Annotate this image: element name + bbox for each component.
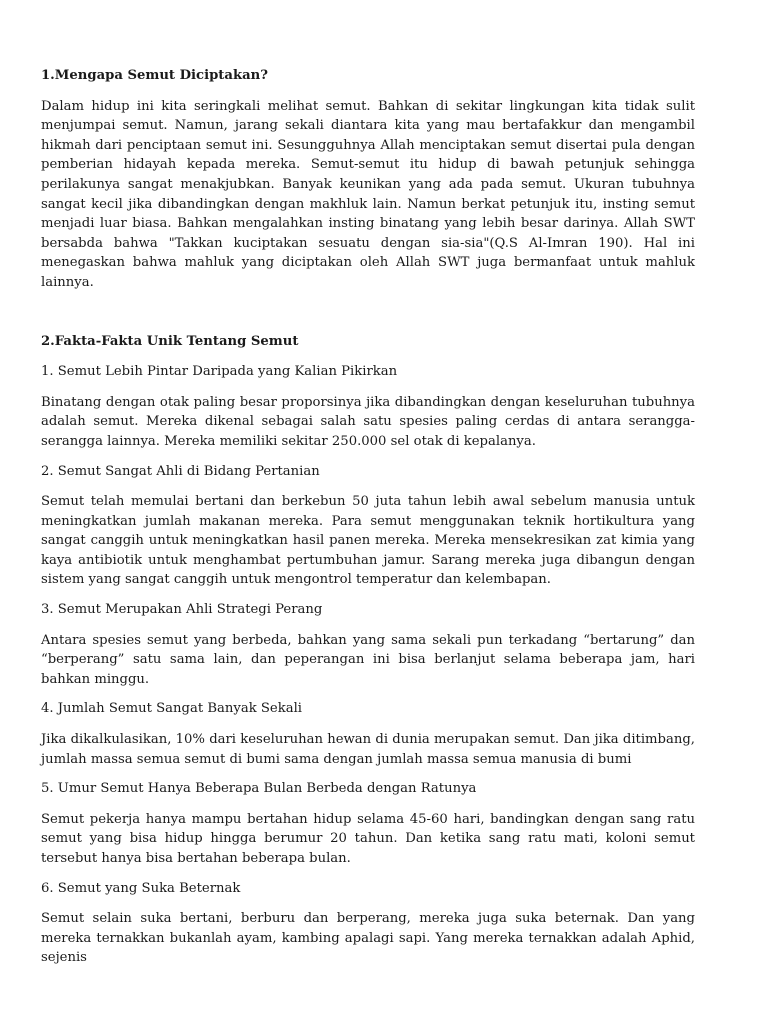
fact-5-text: Semut pekerja hanya mampu bertahan hidup selama 45-60 hari, bandingkan dengan sang ratu semut yang bisa hidup hingga berumur 20 tahun. Dan ketika sang ratu mati, koloni semut tersebut hanya bisa bertahan beberapa bulan.	[41, 811, 695, 866]
fact-2-text: Semut telah memulai bertani dan berkebun 50 juta tahun lebih awal sebelum manusia untuk meningkatkan jumlah makanan mereka. Para semut menggunakan teknik hortikultura yang sangat canggih untuk meningkatkan hasil panen mereka. Mereka mensekresikan zat kimia yang kaya antibiotik untuk menghambat pertumbuhan jamur. Sarang mereka juga dibangun dengan sistem yang sangat canggih untuk mengontrol temperatur dan kelembapan.	[41, 494, 695, 588]
section-2-heading: 2.Fakta-Fakta Unik Tentang Semut	[41, 333, 299, 349]
fact-4-text: Jika dikalkulasikan, 10% dari keseluruhan hewan di dunia merupakan semut. Dan jika ditimbang, jumlah massa semua semut di bumi sama dengan jumlah massa semua manusia di bumi	[41, 732, 695, 767]
fact-5-title: 5. Umur Semut Hanya Beberapa Bulan Berbeda dengan Ratunya	[41, 781, 477, 797]
section-1-paragraph: Dalam hidup ini kita seringkali melihat semut. Bahkan di sekitar lingkungan kita tidak sulit menjumpai semut. Namun, jarang sekali diantara kita yang mau bertafakkur dan mengambil hikmah dari penciptaan semut ini. Sesungguhnya Allah menciptakan semut disertai pula dengan pemberian hidayah kepada mereka. Semut-semut itu hidup di bawah petunjuk sehingga perilakunya sangat menakjubkan. Banyak keunikan yang ada pada semut. Ukuran tubuhnya sangat kecil jika dibandingkan dengan makhluk lain. Namun berkat petunjuk itu, insting semut menjadi luar biasa. Bahkan mengalahkan insting binatang yang lebih besar darinya. Allah SWT bersabda bahwa "Takkan kuciptakan sesuatu dengan sia-sia"(Q.S Al-Imran 190). Hal ini menegaskan bahwa mahluk yang diciptakan oleh Allah SWT juga bermanfaat untuk mahluk lainnya.	[41, 98, 695, 290]
fact-6-text: Semut selain suka bertani, berburu dan berperang, mereka juga suka beternak. Dan yang mereka ternakkan bukanlah ayam, kambing apalagi sapi. Yang mereka ternakkan adalah Aphid, sejenis	[41, 911, 695, 966]
fact-4-title: 4. Jumlah Semut Sangat Banyak Sekali	[41, 701, 303, 717]
fact-6-title: 6. Semut yang Suka Beternak	[41, 880, 241, 896]
section-gap	[41, 303, 695, 332]
fact-3-text: Antara spesies semut yang berbeda, bahkan yang sama sekali pun terkadang “bertarung” dan “berperang” satu sama lain, dan peperangan ini bisa berlanjut selama beberapa jam, hari bahkan minggu.	[41, 632, 695, 687]
fact-1-text: Binatang dengan otak paling besar proporsinya jika dibandingkan dengan keseluruhan tubuhnya adalah semut. Mereka dikenal sebagai salah satu spesies paling cerdas di antara serangga-serangga lainnya. Mereka memiliki sekitar 250.000 sel otak di kepalanya.	[41, 394, 695, 449]
fact-2-title: 2. Semut Sangat Ahli di Bidang Pertanian	[41, 463, 320, 479]
fact-1-title: 1. Semut Lebih Pintar Daripada yang Kalian Pikirkan	[41, 364, 398, 380]
document-page	[41, 66, 695, 978]
fact-3-title: 3. Semut Merupakan Ahli Strategi Perang	[41, 602, 323, 618]
section-1-heading: 1.Mengapa Semut Diciptakan?	[41, 68, 268, 83]
